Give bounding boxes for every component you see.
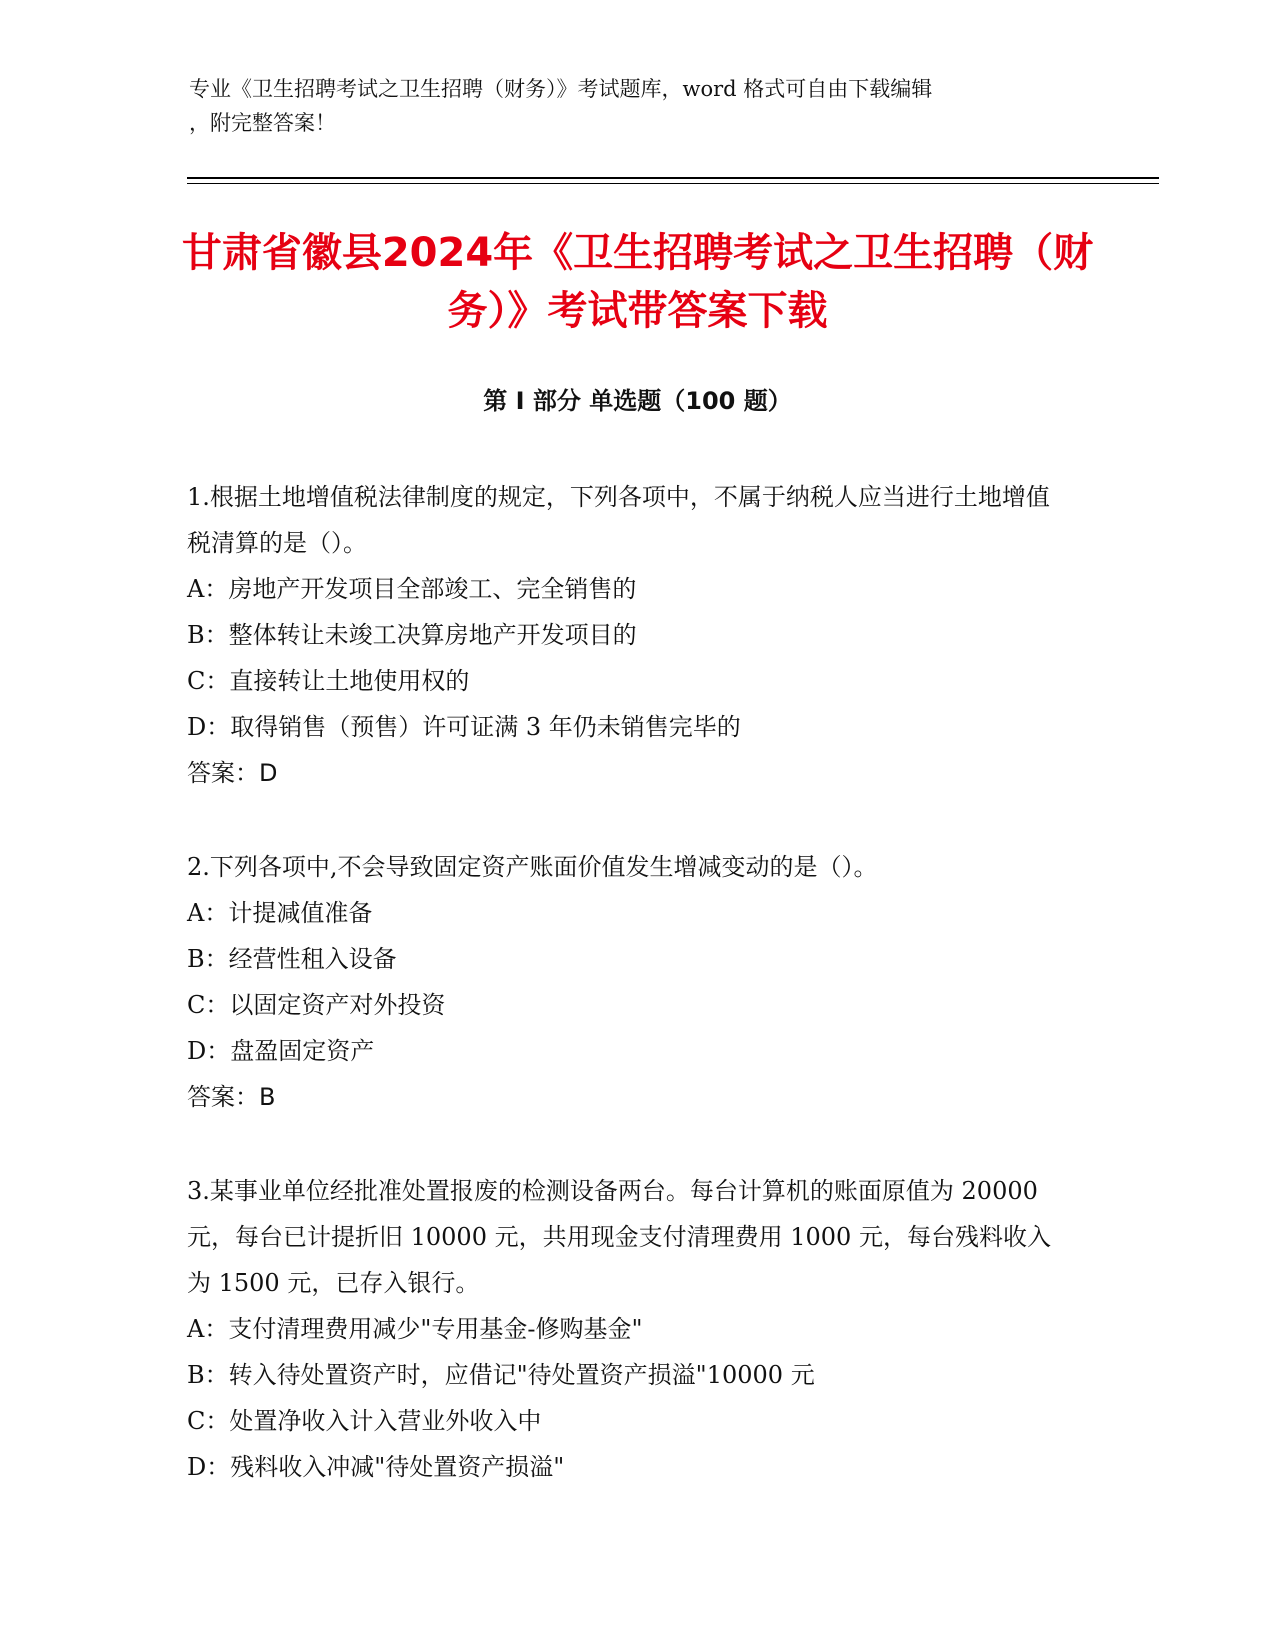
option-a: A：计提减值准备 [187, 899, 373, 927]
question-1 [187, 474, 1067, 796]
section-title: 第 I 部分 单选题（100 题） [483, 387, 792, 415]
option-a: A：支付清理费用减少"专用基金-修购基金" [187, 1315, 643, 1343]
option-d: D：取得销售（预售）许可证满 3 年仍未销售完毕的 [187, 713, 741, 741]
question-answer: 答案：B [187, 1083, 276, 1111]
question-list [187, 474, 1067, 1538]
option-a: A：房地产开发项目全部竣工、完全销售的 [187, 575, 637, 603]
question-stem: 2.下列各项中,不会导致固定资产账面价值发生增减变动的是（）。 [187, 853, 878, 881]
header-divider-thick [187, 177, 1159, 179]
option-b: B：整体转让未竣工决算房地产开发项目的 [187, 621, 637, 649]
option-b: B：经营性租入设备 [187, 945, 397, 973]
option-c: C：直接转让土地使用权的 [187, 667, 470, 695]
document-title: 甘肃省徽县2024年《卫生招聘考试之卫生招聘（财务）》考试带答案下载 [181, 230, 1094, 334]
option-d: D：残料收入冲减"待处置资产损溢" [187, 1453, 565, 1481]
option-c: C：处置净收入计入营业外收入中 [187, 1407, 542, 1435]
question-stem: 1.根据土地增值税法律制度的规定，下列各项中，不属于纳税人应当进行土地增值税清算的是（）。 [187, 483, 1050, 557]
question-stem: 3.某事业单位经批准处置报废的检测设备两台。每台计算机的账面原值为 20000 元，每台已计提折旧 10000 元，共用现金支付清理费用 1000 元，每台残料收入为 1500 元，已存入银行。 [187, 1177, 1051, 1297]
header-divider-thin [187, 183, 1159, 184]
question-answer: 答案：D [187, 759, 278, 787]
option-b: B：转入待处置资产时，应借记"待处置资产损溢"10000 元 [187, 1361, 815, 1389]
question-2 [187, 844, 1067, 1120]
option-d: D：盘盈固定资产 [187, 1037, 375, 1065]
header-note: 专业《卫生招聘考试之卫生招聘（财务）》考试题库，word 格式可自由下载编辑 ，附完整答案！ [189, 77, 933, 135]
option-c: C：以固定资产对外投资 [187, 991, 446, 1019]
question-3 [187, 1168, 1067, 1490]
